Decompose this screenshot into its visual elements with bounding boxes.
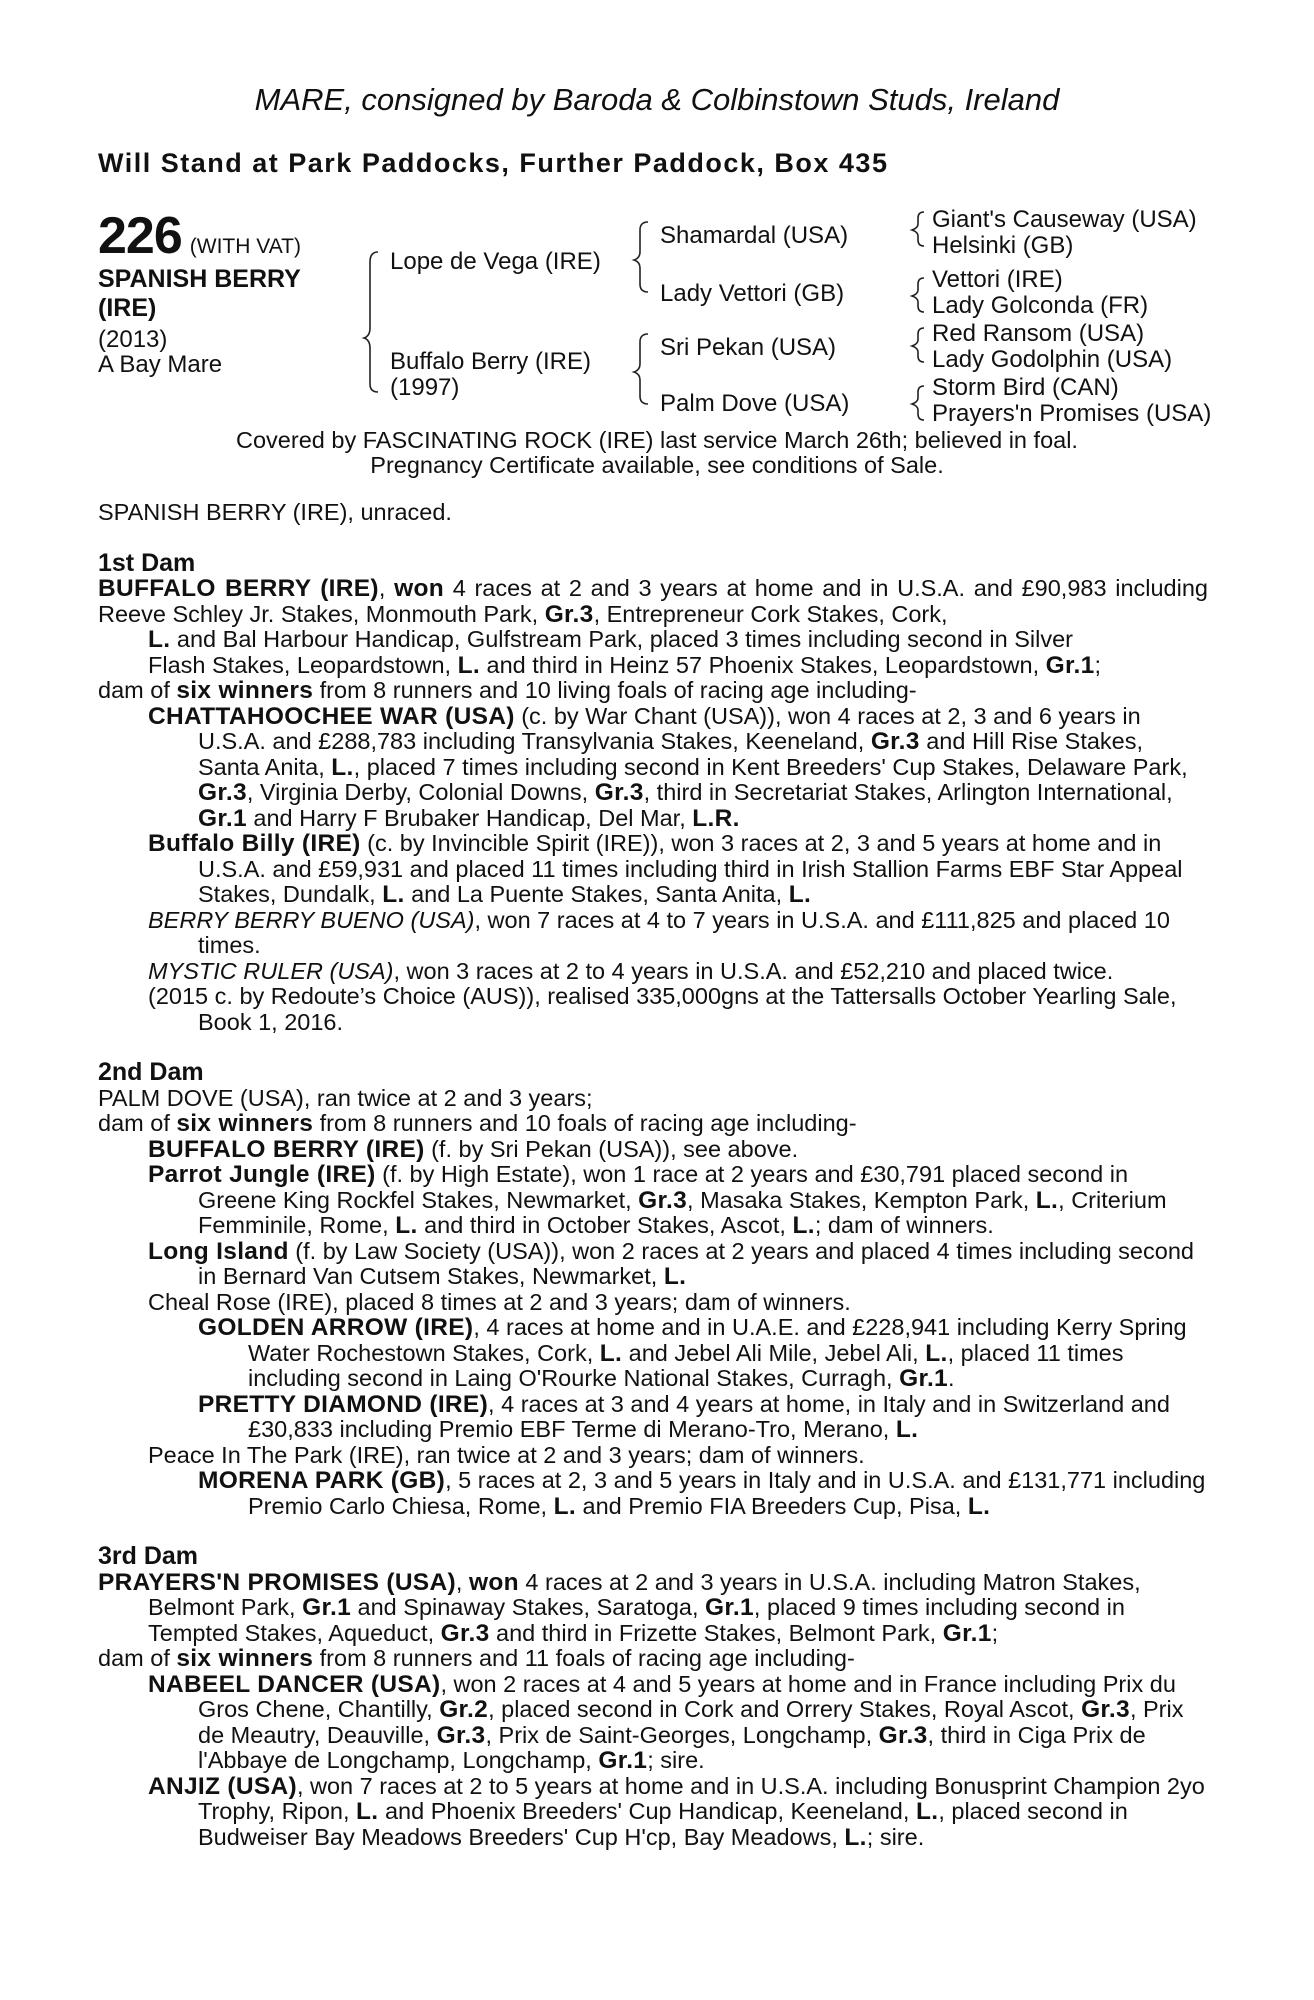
- second-dam-record: PALM DOVE (USA), ran twice at 2 and 3 years;: [98, 1084, 593, 1111]
- offspring-name: NABEEL DANCER (USA): [148, 1670, 441, 1698]
- first-dam-produce-summary: dam of six winners from 8 runners and 10 living foals of racing age including-: [98, 677, 917, 704]
- offspring-name: PRETTY DIAMOND (IRE): [198, 1390, 489, 1418]
- horse-name-line2: (IRE): [98, 294, 157, 322]
- offspring-entry: Cheal Rose (IRE), placed 8 times at 2 and 3 years; dam of winners.: [148, 1288, 851, 1315]
- offspring-entry: Parrot Jungle (IRE) (f. by High Estate), won 1 race at 2 years and £30,791 placed second in Greene King Rockfel Stakes, Newmarket, Gr.3, Masaka Stakes, Kempton Park, L., Criterium Femminile, Rome, L. and third in October Stakes, Ascot, L.; dam of winners.: [148, 1161, 1167, 1239]
- second-dam-heading: 2nd Dam: [98, 1058, 204, 1086]
- offspring-entry: Buffalo Billy (IRE) (c. by Invincible Spirit (IRE)), won 3 races at 2, 3 and 5 years at home and in U.S.A. and £59,931 and placed 11 times including third in Irish Stallion Farms EBF Star Appeal Stakes, Dundalk, L. and La Puente Stakes, Santa Anita, L.: [148, 830, 1183, 908]
- offspring-name: MORENA PARK (GB): [198, 1467, 446, 1494]
- covered-notice: [0, 428, 1314, 478]
- lot-number: 226: [98, 207, 182, 265]
- third-dam-record: PRAYERS'N PROMISES (USA), won 4 races at 2 and 3 years in U.S.A. including Matron Stakes, Belmont Park, Gr.1 and Spinaway Stakes, Saratoga, Gr.1, placed 9 times including second in Tempted Stakes, Aqueduct, Gr.3 and third in Frizette Stakes, Belmont Park, Gr.1;: [98, 1568, 1141, 1647]
- pedigree-g6: Lady Godolphin (USA): [932, 346, 1173, 373]
- pedigree-g5: Red Ransom (USA): [932, 320, 1145, 347]
- pedigree-dam-dam: Palm Dove (USA): [660, 390, 850, 417]
- offspring-name: Parrot Jungle (IRE): [148, 1161, 376, 1188]
- pedigree-body: [98, 500, 1208, 1850]
- pedigree-dam-year: (1997): [390, 374, 460, 401]
- offspring-name: MYSTIC RULER (USA): [148, 957, 394, 984]
- offspring-entry: CHATTAHOOCHEE WAR (USA) (c. by War Chant (USA)), won 4 races at 2, 3 and 6 years in U.S.A. and £288,783 including Transylvania Stakes, Keeneland, Gr.3 and Hill Rise Stakes, Santa Anita, L., placed 7 times including second in Kent Breeders' Cup Stakes, Delaware Park, Gr.3, Virginia Derby, Colonial Downs, Gr.3, third in Secretariat Stakes, Arlington International, Gr.1 and Harry F Brubaker Handicap, Del Mar, L.R.: [148, 702, 1188, 832]
- covered-line2: Pregnancy Certificate available, see conditions of Sale.: [370, 452, 944, 478]
- offspring-name: CHATTAHOOCHEE WAR (USA): [148, 702, 515, 730]
- offspring-name: Long Island: [148, 1237, 289, 1265]
- pedigree-dam-sire: Sri Pekan (USA): [660, 334, 837, 361]
- third-dam-heading: 3rd Dam: [98, 1542, 199, 1570]
- grand-offspring-entry: PRETTY DIAMOND (IRE), 4 races at 3 and 4 years at home, in Italy and in Switzerland and £30,833 including Premio EBF Terme di Merano-Tro, Merano, L.: [198, 1390, 1170, 1443]
- offspring-entry: BUFFALO BERRY (IRE) (f. by Sri Pekan (USA)), see above.: [148, 1135, 799, 1163]
- offspring-entry: Peace In The Park (IRE), ran twice at 2 and 3 years; dam of winners.: [148, 1441, 865, 1468]
- pedigree-sire-sire: Shamardal (USA): [660, 222, 849, 249]
- offspring-entry: BERRY BERRY BUENO (USA), won 7 races at 4 to 7 years in U.S.A. and £111,825 and placed 10 times.: [148, 906, 1170, 958]
- third-dam-produce-summary: dam of six winners from 8 runners and 11 foals of racing age including-: [98, 1645, 855, 1672]
- pedigree-g2: Helsinki (GB): [932, 232, 1074, 259]
- offspring-name: ANJIZ (USA): [148, 1772, 297, 1800]
- offspring-entry: Long Island (f. by Law Society (USA)), won 2 races at 2 years and placed 4 times including second in Bernard Van Cutsem Stakes, Newmarket, L.: [148, 1237, 1194, 1290]
- offspring-entry: MYSTIC RULER (USA), won 3 races at 2 to 4 years in U.S.A. and £52,210 and placed twice.: [148, 957, 1114, 984]
- vat-label: (WITH VAT): [189, 235, 301, 258]
- second-dam-produce-summary: dam of six winners from 8 runners and 10 foals of racing age including-: [98, 1110, 857, 1137]
- first-dam-record: BUFFALO BERRY (IRE), won 4 races at 2 and 3 years at home and in U.S.A. and £90,983 including Reeve Schley Jr. Stakes, Monmouth Park, Gr.3, Entrepreneur Cork Stakes, Cork, L. and Bal Harbour Handicap, Gulfstream Park, placed 3 times including second in Silver Flash Stakes, Leopardstown, L. and third in Heinz 57 Phoenix Stakes, Leopardstown, Gr.1;: [98, 575, 1208, 679]
- pedigree-sire: Lope de Vega (IRE): [390, 248, 601, 275]
- first-dam-name: BUFFALO BERRY (IRE): [98, 575, 379, 602]
- pedigree-g4: Lady Golconda (FR): [932, 292, 1149, 319]
- offspring-name: Buffalo Billy (IRE): [148, 830, 361, 857]
- grand-offspring-entry: GOLDEN ARROW (IRE), 4 races at home and in U.A.E. and £228,941 including Kerry Spring Water Rochestown Stakes, Cork, L. and Jebel Ali Mile, Jebel Ali, L., placed 11 times including second in Laing O'Rourke National Stakes, Curragh, Gr.1.: [198, 1314, 1187, 1392]
- horse-description: A Bay Mare: [98, 351, 223, 378]
- foaling-year: (2013): [98, 326, 168, 353]
- stand-location: Will Stand at Park Paddocks, Further Paddock, Box 435: [98, 148, 889, 178]
- first-dam-heading: 1st Dam: [98, 548, 196, 577]
- pedigree-dam: Buffalo Berry (IRE): [390, 348, 591, 375]
- offspring-name: BUFFALO BERRY (IRE): [148, 1135, 425, 1163]
- first-dam-won: won: [394, 575, 444, 602]
- offspring-entry: ANJIZ (USA), won 7 races at 2 to 5 years at home and in U.S.A. including Bonusprint Champion 2yo Trophy, Ripon, L. and Phoenix Breeders' Cup Handicap, Keeneland, L., placed second in Budweiser Bay Meadows Breeders' Cup H'cp, Bay Meadows, L.; sire.: [148, 1772, 1205, 1851]
- offspring-entry: NABEEL DANCER (USA), won 2 races at 4 and 5 years at home and in France including Prix du Gros Chene, Chantilly, Gr.2, placed second in Cork and Orrery Stakes, Royal Ascot, Gr.3, Prix de Meautry, Deauville, Gr.3, Prix de Saint-Georges, Longchamp, Gr.3, third in Ciga Prix de l'Abbaye de Longchamp, Longchamp, Gr.1; sire.: [148, 1670, 1184, 1774]
- third-dam-name: PRAYERS'N PROMISES (USA): [98, 1568, 456, 1596]
- horse-name-line1: SPANISH BERRY: [98, 265, 301, 293]
- first-dam-text: 4 races at 2 and 3 years at home and in U.S.A. and £90,983 including Reeve Schley Jr. Stakes, Monmouth Park,: [98, 575, 1208, 627]
- pedigree-sire-dam: Lady Vettori (GB): [660, 280, 845, 307]
- pedigree-g1: Giant's Causeway (USA): [932, 206, 1197, 233]
- intro-line: SPANISH BERRY (IRE), unraced.: [98, 499, 452, 525]
- offspring-name: GOLDEN ARROW (IRE): [198, 1314, 474, 1341]
- pedigree-g7: Storm Bird (CAN): [932, 374, 1119, 401]
- offspring-entry: (2015 c. by Redoute’s Choice (AUS)), realised 335,000gns at the Tattersalls October Yearling Sale, Book 1, 2016.: [148, 983, 1177, 1035]
- pedigree-g3: Vettori (IRE): [932, 266, 1063, 293]
- offspring-name: BERRY BERRY BUENO (USA): [148, 906, 475, 933]
- consignor-subtitle: MARE, consigned by Baroda & Colbinstown Studs, Ireland: [254, 82, 1060, 117]
- grand-offspring-entry: MORENA PARK (GB), 5 races at 2, 3 and 5 years in Italy and in U.S.A. and £131,771 including Premio Carlo Chiesa, Rome, L. and Premio FIA Breeders Cup, Pisa, L.: [198, 1467, 1206, 1520]
- pedigree-g8: Prayers'n Promises (USA): [932, 400, 1212, 427]
- covered-line1: Covered by FASCINATING ROCK (IRE) last service March 26th; believed in foal.: [236, 427, 1078, 453]
